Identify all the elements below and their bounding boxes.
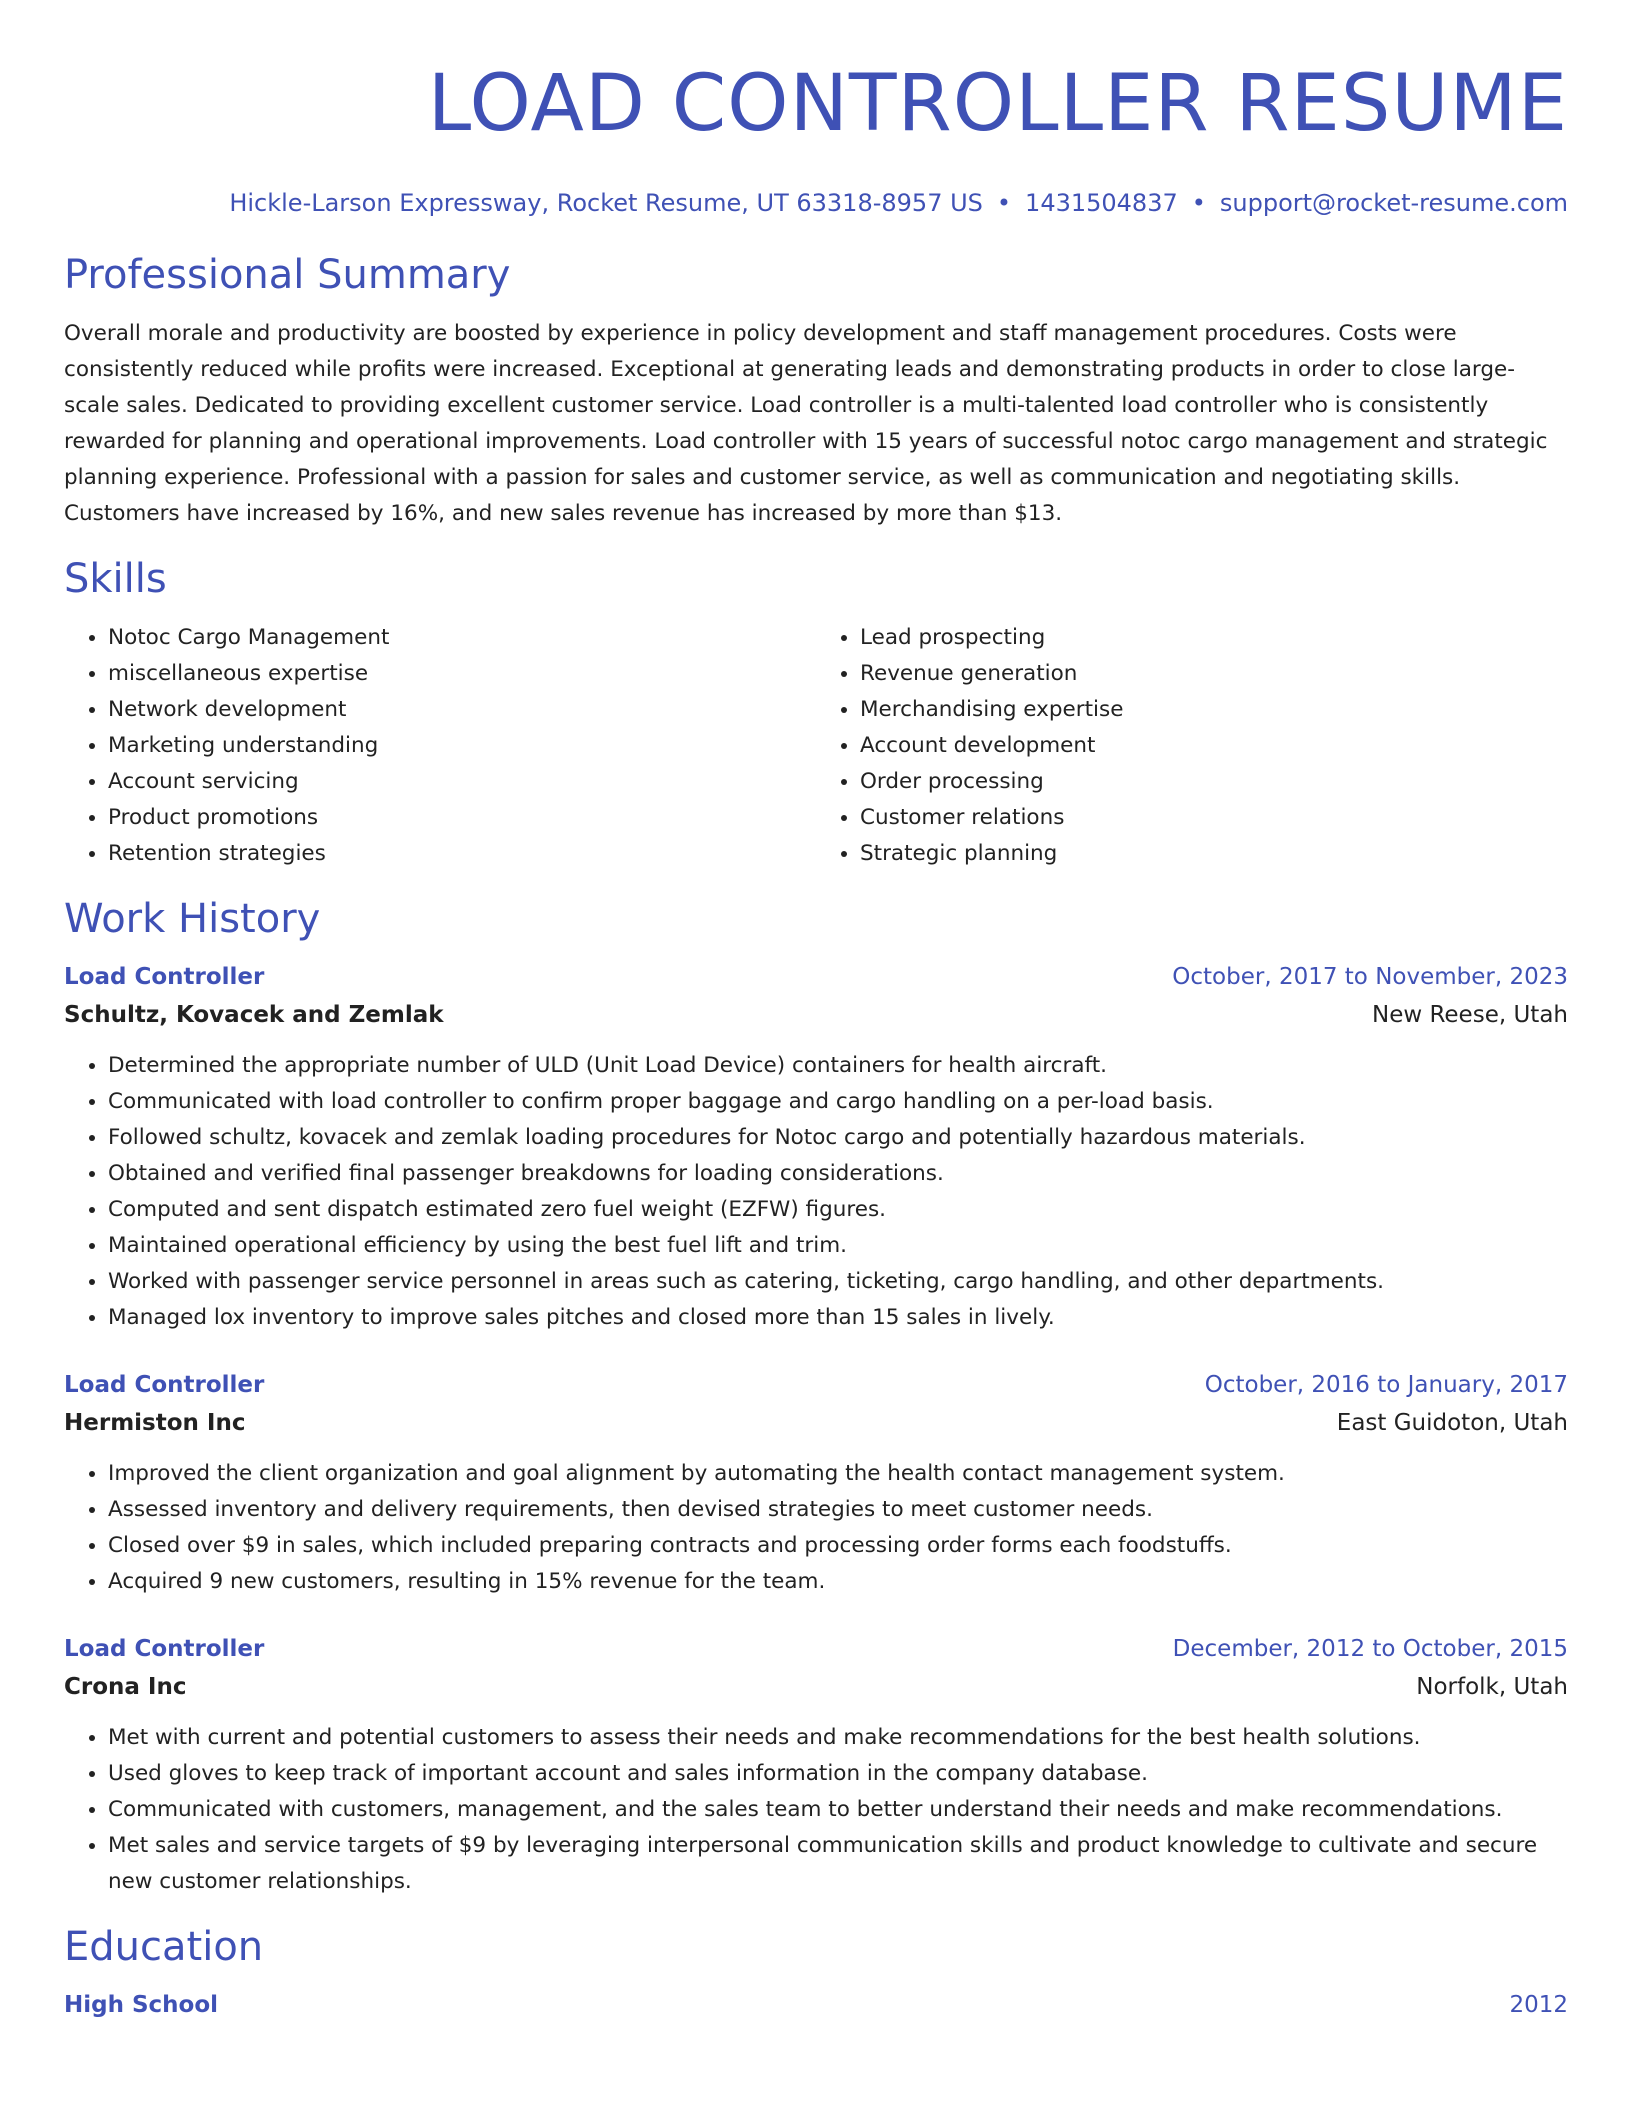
job-title: Load Controller [64,1636,265,1662]
job-company: Schultz, Kovacek and Zemlak [64,1002,444,1028]
job-bullet: • Improved the client organization and goal alignment by automating the health contact management system. [108,1456,1568,1492]
skills-right-list [816,620,1568,872]
job-bullet: • Met with current and potential customers to assess their needs and make recommendations for the best health solutions. [108,1720,1568,1756]
job-bullet: • Worked with passenger service personnel in areas such as catering, ticketing, cargo handling, and other departments. [108,1264,1568,1300]
job-entry [64,1366,1568,1600]
job-company-row [64,1404,1568,1442]
skill-item: • Notoc Cargo Management [108,620,816,656]
job-bullet: • Assessed inventory and delivery requirements, then devised strategies to meet customer needs. [108,1492,1568,1528]
job-location: New Reese, Utah [1371,1002,1568,1028]
resume-title: LOAD CONTROLLER RESUME [427,59,1568,149]
job-bullet: • Computed and sent dispatch estimated zero fuel weight (EZFW) figures. [108,1192,1568,1228]
job-bullets [64,1456,1568,1600]
skills-heading: Skills [64,556,167,602]
skill-item: • Strategic planning [860,836,1568,872]
job-bullets [64,1048,1568,1336]
job-bullet: • Managed lox inventory to improve sales pitches and closed more than 15 sales in lively. [108,1300,1568,1336]
skill-item: • Merchandising expertise [860,692,1568,728]
job-bullet: • Communicated with customers, management, and the sales team to better understand their needs and make recommendations. [108,1792,1568,1828]
skill-item: • Marketing understanding [108,728,816,764]
skill-item: • miscellaneous expertise [108,656,816,692]
job-dates: October, 2017 to November, 2023 [1172,964,1568,990]
education-year: 2012 [1509,1992,1568,2018]
skill-item: • Retention strategies [108,836,816,872]
education-row [64,1986,1568,2024]
job-company-row [64,1668,1568,1706]
summary-heading: Professional Summary [64,252,511,298]
skill-item: • Revenue generation [860,656,1568,692]
job-entry [64,958,1568,1336]
job-header-row [64,1630,1568,1668]
job-bullet: • Acquired 9 new customers, resulting in 15% revenue for the team. [108,1564,1568,1600]
job-entry [64,1630,1568,1900]
skills-left-list [64,620,816,872]
job-dates: December, 2012 to October, 2015 [1172,1636,1568,1662]
job-bullet: • Obtained and verified final passenger breakdowns for loading considerations. [108,1156,1568,1192]
job-bullet: • Closed over $9 in sales, which included preparing contracts and processing order forms each foodstuffs. [108,1528,1568,1564]
job-location: East Guidoton, Utah [1336,1410,1568,1436]
education-heading: Education [64,1924,264,1970]
work-heading: Work History [64,896,321,942]
skill-item: • Account servicing [108,764,816,800]
job-bullet: • Communicated with load controller to confirm proper baggage and cargo handling on a per-load basis. [108,1084,1568,1120]
work-section [64,894,1568,1900]
skill-item: • Customer relations [860,800,1568,836]
skills-columns [64,620,1568,872]
skill-item: • Account development [860,728,1568,764]
job-header-row [64,1366,1568,1404]
job-dates: October, 2016 to January, 2017 [1204,1372,1568,1398]
education-section [64,1922,1568,2024]
contact-phone: 1431504837 [1025,189,1178,217]
job-location: Norfolk, Utah [1416,1674,1568,1700]
education-entry [64,1986,1568,2024]
skill-item: • Product promotions [108,800,816,836]
skill-item: • Lead prospecting [860,620,1568,656]
job-title: Load Controller [64,1372,265,1398]
skills-section [64,554,1568,872]
summary-text: Overall morale and productivity are boosted by experience in policy development and staff management procedures. Costs were consistently reduced while profits were increased. Exceptional at generating leads and demonstrating products in order to close large-scale sales. Dedicated to providing excellent customer service. Load controller is a multi-talented load controller who is consistently rewarded for planning and operational improvements. Load controller with 15 years of successful notoc cargo management and strategic planning experience. Professional with a passion for sales and customer service, as well as communication and negotiating skills. Customers have increased by 16%, and new sales revenue has increased by more than $13. [64,321,1548,526]
job-title: Load Controller [64,964,265,990]
job-bullet: • Maintained operational efficiency by using the best fuel lift and trim. [108,1228,1568,1264]
job-header-row [64,958,1568,996]
job-bullet: • Met sales and service targets of $9 by leveraging interpersonal communication skills and product knowledge to cultivate and secure new customer relationships. [108,1828,1568,1900]
job-bullet: • Determined the appropriate number of ULD (Unit Load Device) containers for health aircraft. [108,1048,1568,1084]
contact-address: Hickle-Larson Expressway, Rocket Resume, UT 63318-8957 US [229,189,983,217]
job-company-row [64,996,1568,1034]
summary-section [64,250,1568,532]
job-bullets [64,1720,1568,1900]
skill-item: • Order processing [860,764,1568,800]
job-bullet: • Followed schultz, kovacek and zemlak loading procedures for Notoc cargo and potentially hazardous materials. [108,1120,1568,1156]
education-title: High School [64,1992,219,2018]
contact-line [64,188,1568,218]
job-company: Crona Inc [64,1674,187,1700]
contact-separator: • [996,189,1012,217]
contact-separator: • [1191,189,1206,217]
job-company: Hermiston Inc [64,1410,246,1436]
skill-item: • Network development [108,692,816,728]
contact-email[interactable]: support@rocket-resume.com [1219,189,1568,217]
job-bullet: • Used gloves to keep track of important account and sales information in the company database. [108,1756,1568,1792]
